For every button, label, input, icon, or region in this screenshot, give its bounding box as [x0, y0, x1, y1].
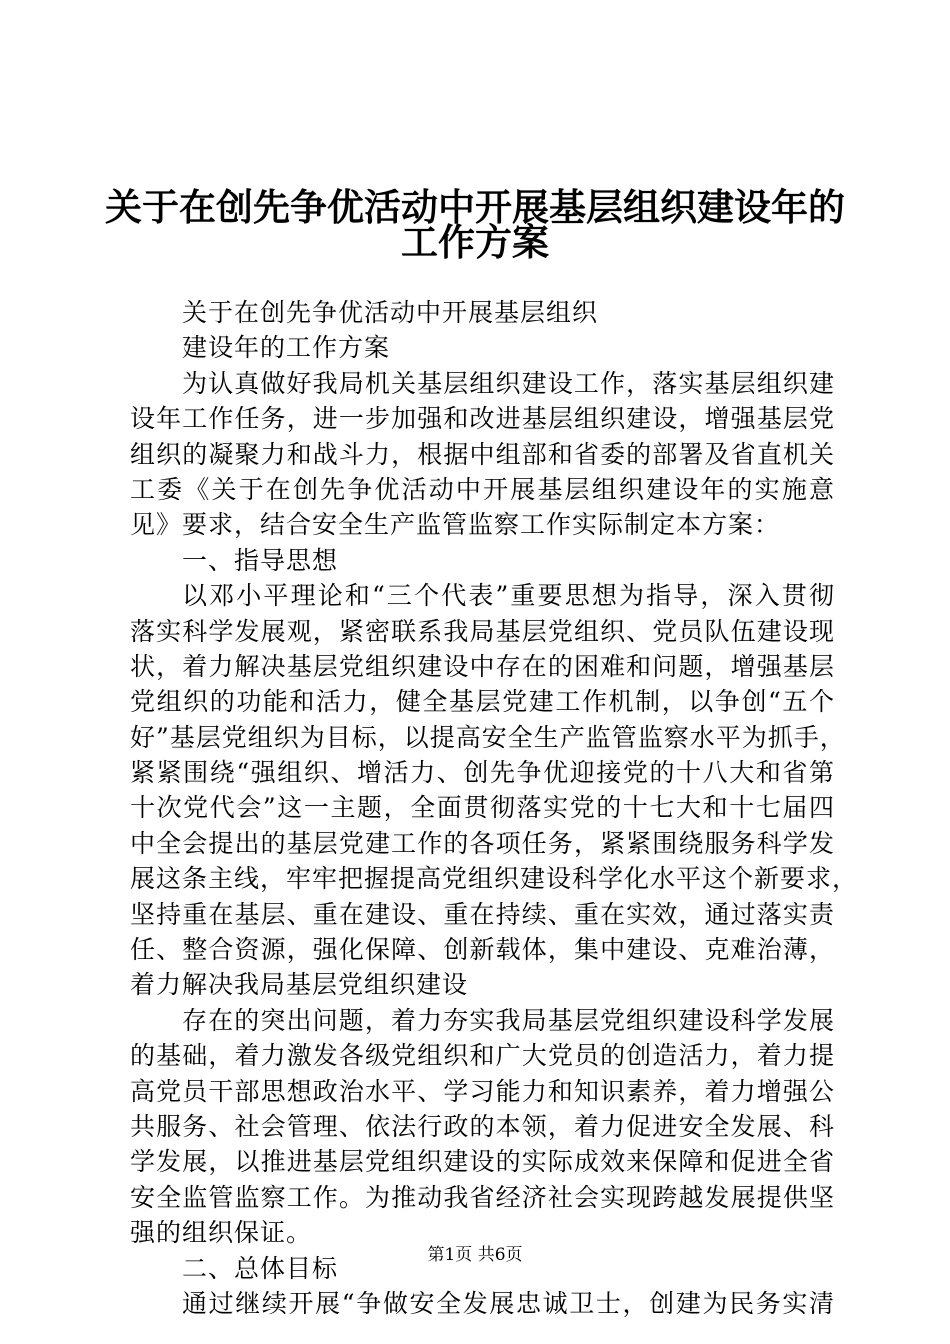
body-line: 通过继续开展“争做安全发展忠诚卫士，创建为民务实清	[182, 1288, 835, 1318]
body-line: 着力解决我局基层党组织建设	[130, 970, 469, 1000]
body-line: 十次党代会”这一主题，全面贯彻落实党的十七大和十七届四	[130, 793, 835, 823]
body-line: 展这条主线，牢牢把握提高党组织建设科学化水平这个新要求，	[130, 864, 859, 894]
body-line: 设年工作任务，进一步加强和改进基层组织建设，增强基层党	[130, 404, 835, 434]
body-line: 组织的凝聚力和战斗力，根据中组部和省委的部署及省直机关	[130, 439, 835, 469]
body-line: 见》要求，结合安全生产监管监察工作实际制定本方案：	[130, 510, 781, 540]
body-line: 状，着力解决基层党组织建设中存在的困难和问题，增强基层	[130, 651, 835, 681]
body-line: 工委《关于在创先争优活动中开展基层组织建设年的实施意	[130, 474, 835, 504]
body-line: 坚持重在基层、重在建设、重在持续、重在实效，通过落实责	[130, 899, 835, 929]
body-line: 任、整合资源，强化保障、创新载体，集中建设、克难治薄，	[130, 935, 835, 965]
body-line: 好”基层党组织为目标，以提高安全生产监管监察水平为抓手，	[130, 722, 846, 752]
body-line: 为认真做好我局机关基层组织建设工作，落实基层组织建	[182, 368, 835, 398]
body-line: 以邓小平理论和“三个代表”重要思想为指导，深入贯彻	[182, 581, 835, 611]
body-line: 强的组织保证。	[130, 1218, 313, 1248]
body-line: 安全监管监察工作。为推动我省经济社会实现跨越发展提供坚	[130, 1182, 835, 1212]
document-title-line-1: 关于在创先争优活动中开展基层组织建设年的	[105, 186, 845, 229]
page-footer: 第1页 共6页	[427, 1245, 523, 1265]
body-line: 存在的突出问题，着力夯实我局基层党组织建设科学发展	[182, 1005, 835, 1035]
document-title-line-2: 工作方案	[401, 221, 549, 264]
body-line: 一、指导思想	[182, 545, 339, 575]
body-line: 的基础，着力激发各级党组织和广大党员的创造活力，着力提	[130, 1041, 835, 1071]
body-line: 学发展，以推进基层党组织建设的实际成效来保障和促进全省	[130, 1147, 835, 1177]
body-line: 紧紧围绕“强组织、增活力、创先争优迎接党的十八大和省第	[130, 758, 835, 788]
body-line: 二、总体目标	[182, 1253, 339, 1283]
document-body	[130, 295, 859, 1321]
body-line: 落实科学发展观，紧密联系我局基层党组织、党员队伍建设现	[130, 616, 835, 646]
body-line: 高党员干部思想政治水平、学习能力和知识素养，着力增强公	[130, 1076, 835, 1106]
body-line: 关于在创先争优活动中开展基层组织	[182, 298, 599, 327]
body-line: 中全会提出的基层党建工作的各项任务，紧紧围绕服务科学发	[130, 828, 835, 858]
body-line: 共服务、社会管理、依法行政的本领，着力促进安全发展、科	[130, 1111, 835, 1141]
body-line: 党组织的功能和活力，健全基层党建工作机制，以争创“五个	[130, 687, 835, 717]
body-line: 建设年的工作方案	[182, 333, 391, 363]
